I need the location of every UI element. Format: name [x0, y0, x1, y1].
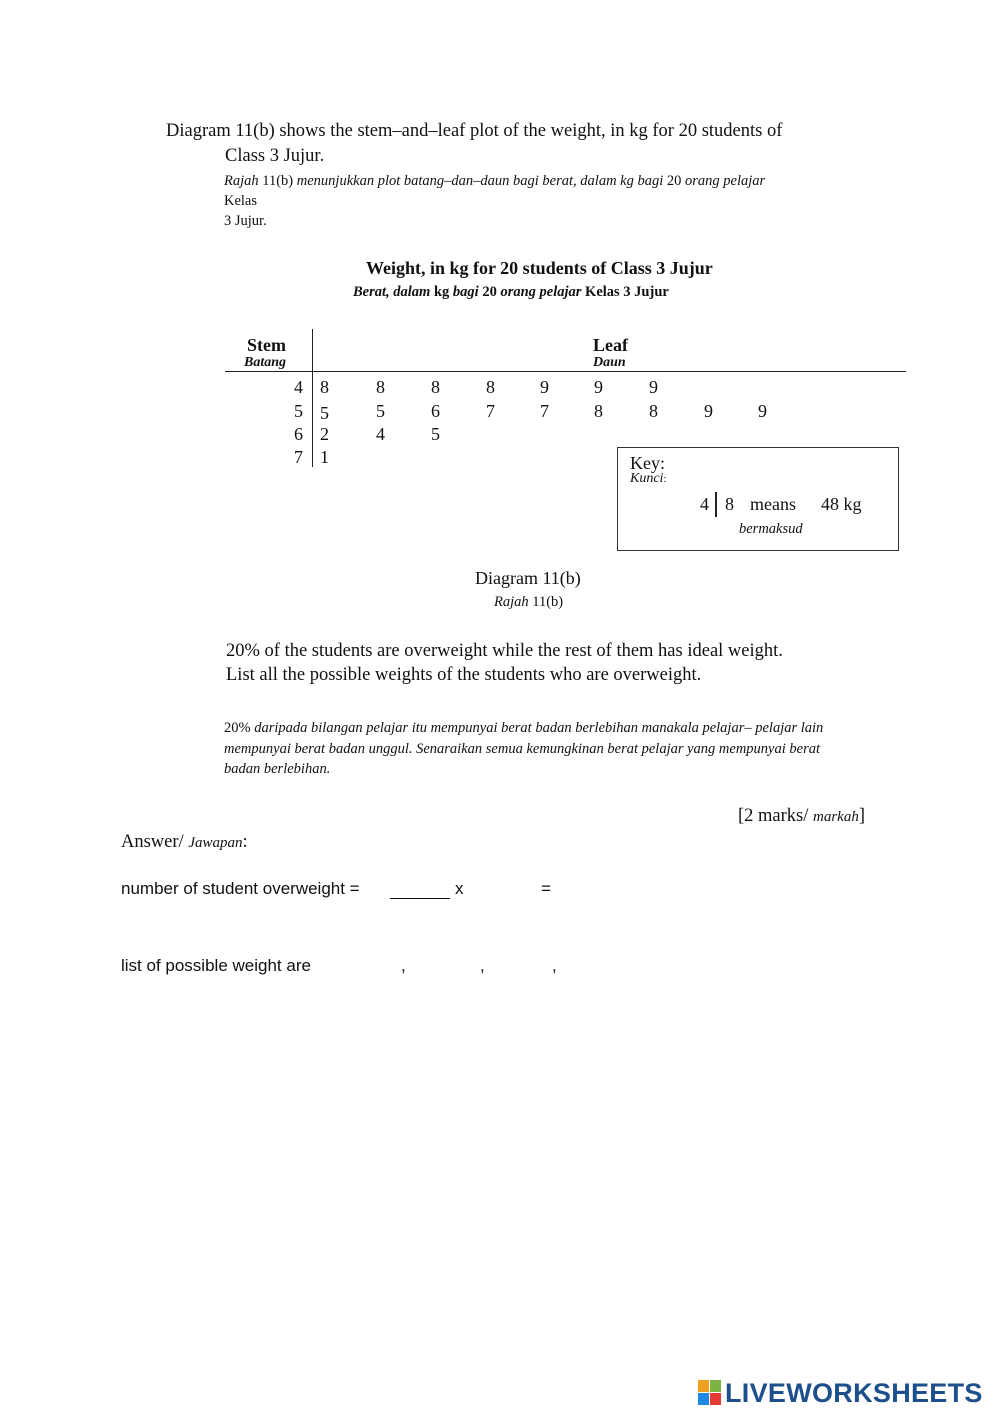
leaf-value: 1: [320, 447, 329, 467]
leaf-value: 7: [486, 401, 495, 421]
answer-label-ms: Jawapan: [188, 835, 243, 851]
key-value: 48 kg: [821, 494, 862, 514]
plot-title: Weight, in kg for 20 students of Class 3 Jujur: [366, 258, 713, 278]
question-en-line2: List all the possible weights of the students who are overweight.: [226, 665, 702, 685]
leaf-value: 8: [594, 401, 603, 421]
comma: ,: [552, 956, 557, 975]
answer-label-en: Answer/: [121, 832, 189, 852]
leaf-value: 9: [704, 401, 713, 421]
leaf-value: 8: [320, 377, 329, 397]
multiply-sign: x: [455, 879, 464, 898]
key-divider: [715, 492, 717, 517]
subtitle-b: kg: [430, 284, 453, 300]
leaf-value: 8: [486, 377, 495, 397]
marks-prefix: [2 marks/: [738, 806, 814, 826]
intro-ms-text1: menunjukkan plot batang–dan–daun bagi berat, dalam kg bagi: [296, 173, 664, 189]
leaf-value: 8: [376, 377, 385, 397]
comma: ,: [480, 956, 485, 975]
intro-text-en: Diagram 11(b) shows the stem–and–leaf plot of the weight, in kg for 20 students of: [166, 121, 783, 141]
header-divider: [225, 371, 906, 372]
key-label-ms: [630, 471, 667, 487]
intro-ms-text4: 3 Jujur.: [224, 213, 267, 229]
answer-label: [121, 832, 248, 853]
weight-input-4[interactable]: [561, 955, 627, 975]
leaf-header: Leaf: [593, 335, 628, 355]
equals-sign: =: [541, 879, 551, 898]
percentage-blank[interactable]: [390, 880, 450, 899]
leaf-value: 4: [376, 424, 385, 444]
stem-value: 6: [294, 424, 303, 444]
leaf-value: 2: [320, 424, 329, 444]
key-means-ms: bermaksud: [739, 521, 803, 537]
weight-input-2[interactable]: [410, 955, 476, 975]
subtitle-f: Kelas 3 Jujur: [581, 284, 669, 300]
key-means: means: [750, 494, 796, 514]
stem-value: 5: [294, 401, 303, 421]
leaf-value: 8: [649, 401, 658, 421]
stem-header: Stem: [247, 335, 286, 355]
leaf-header-ms: Daun: [593, 355, 626, 370]
liveworksheets-brand[interactable]: [698, 1378, 983, 1408]
diagram-label: Diagram 11(b): [475, 568, 581, 588]
intro-text-en-cont: Class 3 Jujur.: [225, 146, 325, 166]
leaf-value: 6: [431, 401, 440, 421]
stem-divider: [312, 329, 313, 467]
subtitle-d: 20: [478, 284, 501, 300]
answer-colon: :: [242, 832, 248, 852]
intro-ms-text3: Kelas: [224, 193, 258, 209]
intro-ms-text2: orang pelajar: [685, 173, 766, 189]
leaf-value: 5: [320, 403, 329, 423]
intro-ms-num: 11(b): [258, 173, 297, 189]
diagram-label-ms-b: 11(b): [528, 594, 564, 610]
stem-value: 7: [294, 447, 303, 467]
stem-header-ms: Batang: [244, 355, 287, 370]
leaf-value: 9: [758, 401, 767, 421]
leaf-value: 9: [594, 377, 603, 397]
leaf-value: 8: [431, 377, 440, 397]
subtitle-c: bagi: [452, 284, 479, 300]
weight-input-3[interactable]: [489, 955, 549, 975]
comma: ,: [401, 956, 406, 975]
question-ms-body: daripada bilangan pelajar itu mempunyai berat badan berlebihan manakala pelajar– pelajar lain mempunyai berat badan unggul. Senaraikan semua kemungkinan berat pelajar yang mempunyai berat badan berlebihan.: [224, 720, 824, 777]
intro-ms-num2: 20: [663, 173, 686, 189]
liveworksheets-wordmark: LIVEWORKSHEETS: [725, 1377, 983, 1408]
possible-weights-text: list of possible weight are: [121, 956, 311, 975]
liveworksheets-logo-icon: [698, 1380, 722, 1406]
overweight-count-text: number of student overweight =: [121, 879, 360, 898]
leaf-value: 9: [540, 377, 549, 397]
diagram-label-ms: [494, 594, 563, 611]
leaf-value: 7: [540, 401, 549, 421]
question-en-line1: 20% of the students are overweight while the rest of them has ideal weight.: [226, 641, 783, 661]
intro-ms-rajah: Rajah: [224, 173, 259, 189]
key-leaf: 8: [725, 494, 734, 514]
subtitle-e: orang pelajar: [500, 284, 582, 300]
marks-label: [738, 806, 865, 827]
overweight-count-input[interactable]: [556, 878, 646, 898]
key-stem: 4: [700, 494, 709, 514]
key-label-ms-text: Kunci: [630, 471, 664, 486]
question-text-ms: [224, 718, 854, 780]
key-colon: :: [663, 473, 667, 485]
question-ms-pct: 20%: [224, 720, 255, 736]
stem-value: 4: [294, 377, 303, 397]
weight-input-1[interactable]: [333, 955, 397, 975]
marks-suffix: ]: [858, 806, 866, 826]
marks-ms: markah: [813, 809, 859, 825]
subtitle-a: Berat, dalam: [353, 284, 431, 300]
diagram-label-ms-a: Rajah: [494, 594, 529, 610]
key-box: [617, 447, 899, 551]
key-label: Key:: [630, 453, 665, 473]
leaf-value: 5: [376, 401, 385, 421]
leaf-value: 5: [431, 424, 440, 444]
leaf-value: 9: [649, 377, 658, 397]
question-text-en: [226, 639, 866, 687]
total-students-input[interactable]: [468, 878, 540, 898]
